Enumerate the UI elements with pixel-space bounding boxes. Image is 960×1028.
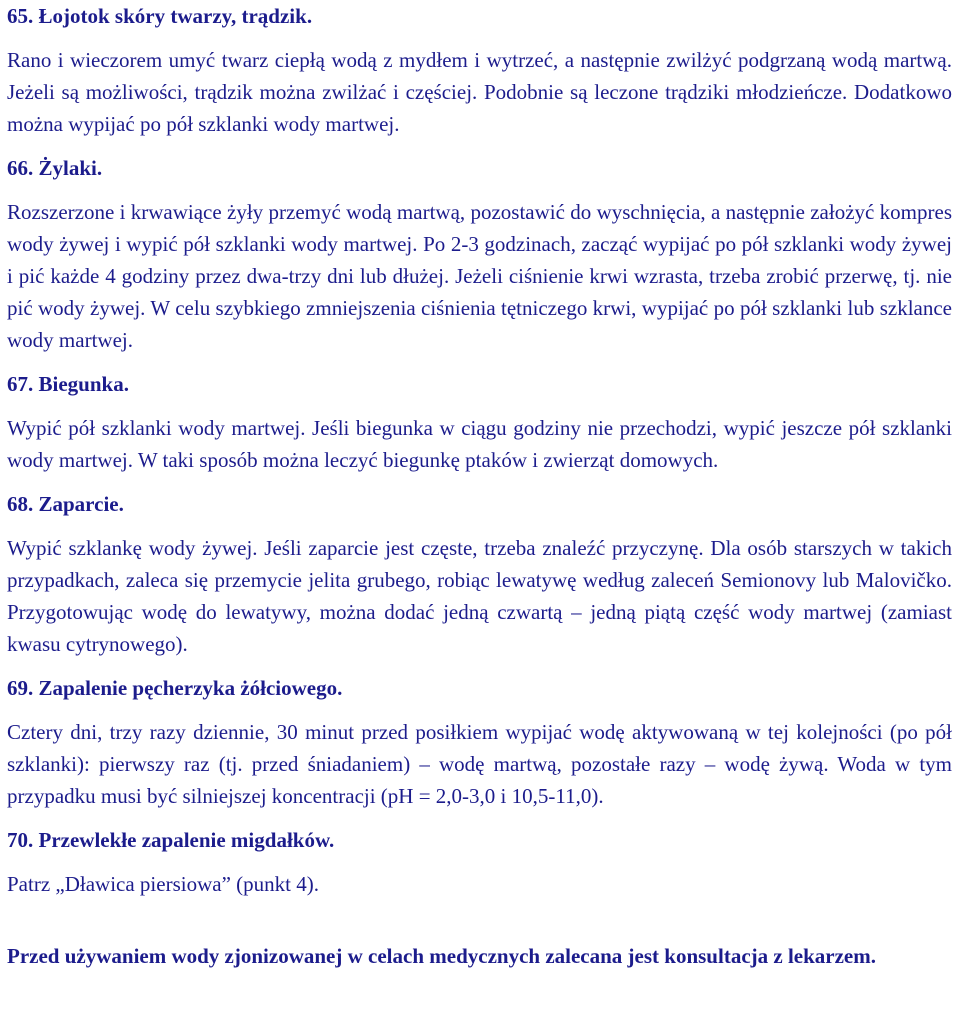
section-paragraph-65: Rano i wieczorem umyć twarz ciepłą wodą z mydłem i wytrzeć, a następnie zwilżyć podgrzaną wodą martwą. Jeżeli są możliwości, trądzik można zwilżać i częściej. Podobnie są leczone trądziki młodzieńcze. Dodatkowo można wypijać po pół szklanki wody martwej. bbox=[7, 48, 952, 136]
medical-consultation-note: Przed używaniem wody zjonizowanej w celach medycznych zalecana jest konsultacja z lekarzem. bbox=[7, 944, 876, 968]
section-heading-68: 68. Zaparcie. bbox=[7, 492, 124, 516]
section-paragraph-66: Rozszerzone i krwawiące żyły przemyć wodą martwą, pozostawić do wyschnięcia, a następnie założyć kompres wody żywej i wypić pół szklanki wody martwej. Po 2-3 godzinach, zacząć wypijać po pół szklanki wody żywej i pić każde 4 godziny przez dwa-trzy dni lub dłużej. Jeżeli ciśnienie krwi wzrasta, trzeba zrobić przerwę, tj. nie pić wody żywej. W celu szybkiego zmniejszenia ciśnienia tętniczego krwi, wypijać po pół szklanki lub szklance wody martwej. bbox=[7, 200, 952, 352]
section-paragraph-68: Wypić szklankę wody żywej. Jeśli zaparcie jest częste, trzeba znaleźć przyczynę. Dla osób starszych w takich przypadkach, zaleca się przemycie jelita grubego, robiąc lewatywę według zaleceń Semionovy lub Malovičko. Przygotowując wodę do lewatywy, można dodać jedną czwartą – jedną piątą część wody martwej (zamiast kwasu cytrynowego). bbox=[7, 536, 952, 656]
section-heading-67: 67. Biegunka. bbox=[7, 372, 129, 396]
section-paragraph-69: Cztery dni, trzy razy dziennie, 30 minut przed posiłkiem wypijać wodę aktywowaną w tej kolejności (po pół szklanki): pierwszy raz (tj. przed śniadaniem) – wodę martwą, pozostałe razy – wodę żywą. Woda w tym przypadku musi być silniejszej koncentracji (pH = 2,0-3,0 i 10,5-11,0). bbox=[7, 720, 952, 808]
section-heading-66: 66. Żylaki. bbox=[7, 156, 103, 180]
section-heading-70: 70. Przewlekłe zapalenie migdałków. bbox=[7, 828, 335, 852]
section-paragraph-67: Wypić pół szklanki wody martwej. Jeśli biegunka w ciągu godziny nie przechodzi, wypić jeszcze pół szklanki wody martwej. W taki sposób można leczyć biegunkę ptaków i zwierząt domowych. bbox=[7, 416, 952, 472]
document-page bbox=[7, 0, 952, 972]
section-paragraph-70: Patrz „Dławica piersiowa” (punkt 4). bbox=[7, 872, 319, 896]
section-heading-69: 69. Zapalenie pęcherzyka żółciowego. bbox=[7, 676, 343, 700]
section-heading-65: 65. Łojotok skóry twarzy, trądzik. bbox=[7, 4, 313, 28]
